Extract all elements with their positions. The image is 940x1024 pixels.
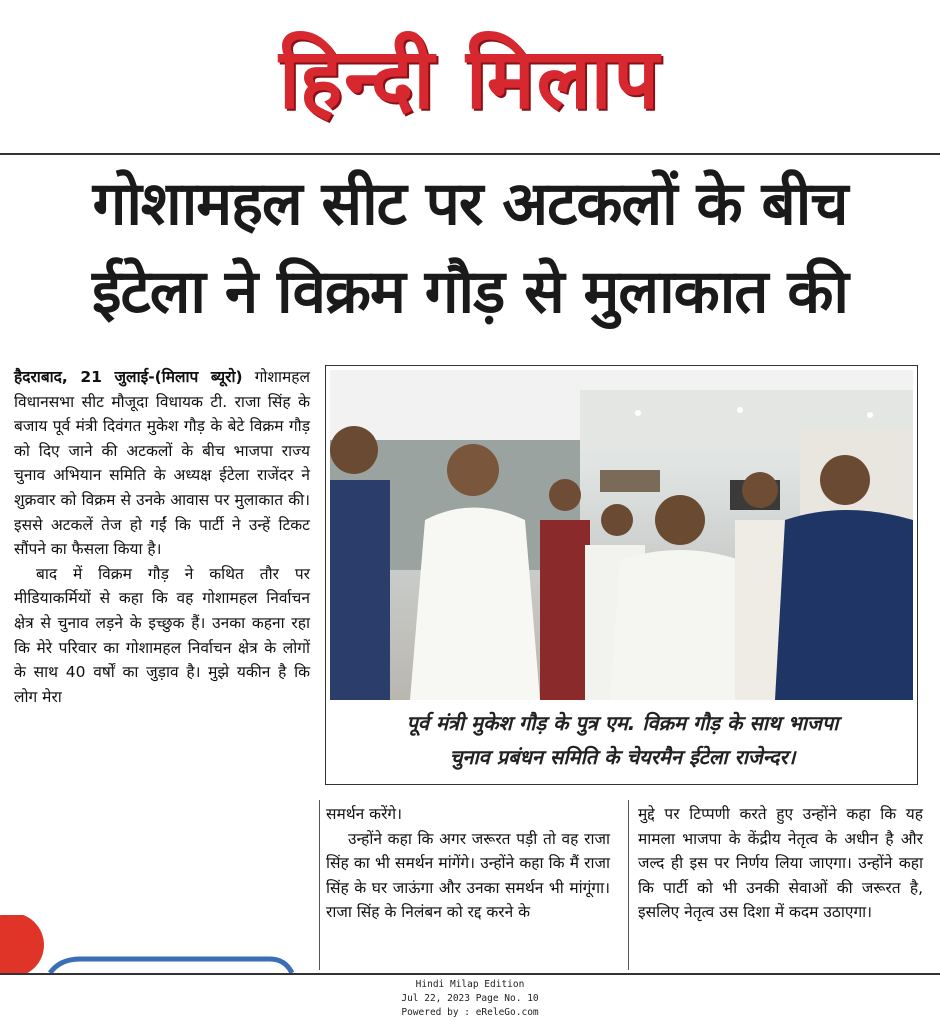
edition-footer — [0, 978, 940, 1020]
photo-caption — [336, 706, 909, 774]
headline-line-2: ईटेला ने विक्रम गौड़ से मुलाकात की — [92, 257, 848, 327]
footer-date-page: Jul 22, 2023 Page No. 10 — [401, 993, 539, 1004]
headline-line-1: गोशामहल सीट पर अटकलों के बीच — [92, 169, 848, 239]
article-column-right — [638, 802, 923, 925]
article-paragraph-2: बाद में विक्रम गौड़ ने कथित तौर पर मीडियाकर्मियों से कहा कि वह गोशामहल निर्वाचन क्षेत्र से चुनाव लड़ने के इच्छुक हैं। उनका कहना रहा कि मेरे परिवार का गोशामहल निर्वाचन क्षेत्र के लोगों के साथ 40 वर्षों का जुड़ाव है। मुझे यकीन है कि लोग मेरा — [14, 564, 310, 706]
masthead — [0, 0, 940, 150]
footer-powered-by: Powered by : eReleGo.com — [401, 1007, 539, 1018]
article-paragraph-4: उन्होंने कहा कि अगर जरूरत पड़ी तो वह राजा सिंह का भी समर्थन मांगेंगे। उन्होंने कहा कि मैं राजा सिंह के घर जाऊंगा और उनका समर्थन भी मांगूंगा। राजा सिंह के निलंबन को रद्द करने के — [326, 829, 610, 922]
headline — [0, 160, 940, 336]
footer-edition: Hindi Milap Edition — [415, 979, 525, 990]
article-column-left — [14, 365, 310, 709]
column-divider — [319, 800, 320, 970]
ad-graphic — [0, 915, 300, 975]
masthead-divider — [0, 153, 940, 155]
photo-caption-line-1: पूर्व मंत्री मुकेश गौड़ के पुत्र एम. विक्रम गौड़ के साथ भाजपा — [406, 711, 839, 735]
article-paragraph-1: गोशामहल विधानसभा सीट मौजूदा विधायक टी. राजा सिंह के बजाय पूर्व मंत्री दिवंगत मुकेश गौड़ के बेटे विक्रम गौड़ को दिए जाने की अटकलों के बीच भाजपा राज्य चुनाव अभियान समिति के अध्यक्ष ईटेला राजेंदर ने शुक्रवार को विक्रम से उनके आवास पर मुलाकात की। इससे अटकलें तेज हो गईं कि पार्टी ने उन्हें टिकट सौंपने का फैसला किया है। — [14, 368, 310, 559]
article-column-middle — [326, 802, 610, 925]
group-photo-illustration — [330, 370, 913, 700]
newspaper-logo: हिन्दी मिलाप — [279, 28, 661, 127]
news-photo-frame — [325, 365, 918, 785]
news-photo — [330, 370, 913, 700]
article-paragraph-5: मुद्दे पर टिप्पणी करते हुए उन्होंने कहा कि यह मामला भाजपा के केंद्रीय नेतृत्व के अधीन है और जल्द ही इस पर निर्णय लिया जाएगा। उन्होंने कहा कि पार्टी को भी उनकी सेवाओं की जरूरत है, इसलिए नेतृत्व उस दिशा में कदम उठाएगा। — [638, 805, 923, 922]
column-divider — [628, 800, 629, 970]
footer-divider — [0, 973, 940, 975]
advertisement-fragment — [0, 915, 300, 975]
article-paragraph-3: समर्थन करेंगे। — [326, 805, 403, 823]
photo-caption-line-2: चुनाव प्रबंधन समिति के चेयरमैन ईटेला राजेन्दर। — [449, 745, 796, 769]
dateline: हैदराबाद, 21 जुलाई-(मिलाप ब्यूरो) — [14, 368, 243, 386]
